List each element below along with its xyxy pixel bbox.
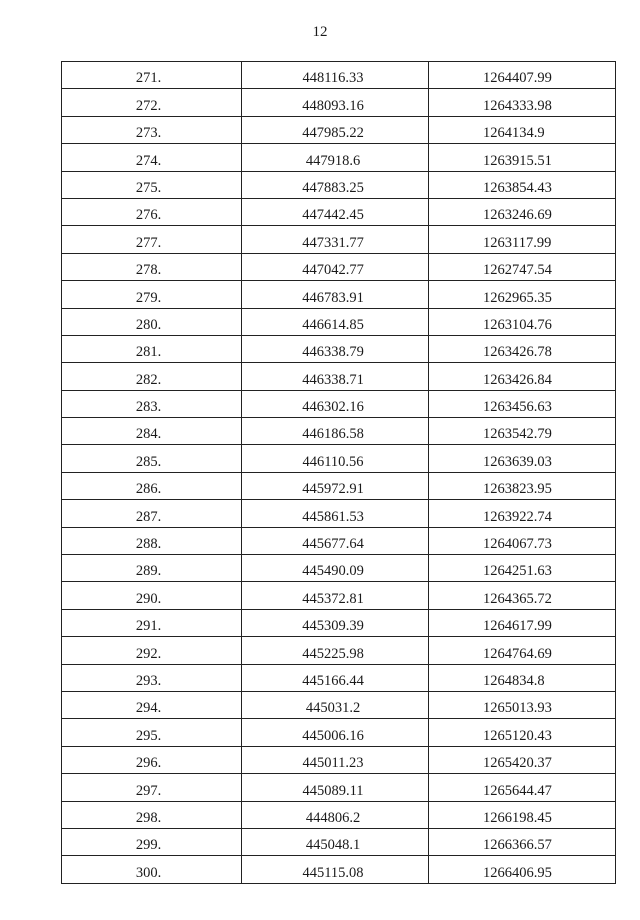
- x-coordinate-cell: 447331.77: [242, 226, 429, 253]
- y-coordinate-cell: 1262747.54: [429, 253, 616, 280]
- point-number-cell: 288.: [62, 527, 242, 554]
- point-number-cell: 275.: [62, 171, 242, 198]
- point-number-cell: 291.: [62, 609, 242, 636]
- point-number-cell: 278.: [62, 253, 242, 280]
- table-row: [62, 801, 616, 828]
- x-coordinate-cell: 447918.6: [242, 144, 429, 171]
- y-coordinate-cell: 1263104.76: [429, 308, 616, 335]
- table-row: [62, 198, 616, 225]
- y-coordinate-cell: 1266198.45: [429, 801, 616, 828]
- point-number-cell: 289.: [62, 555, 242, 582]
- x-coordinate-cell: 445372.81: [242, 582, 429, 609]
- x-coordinate-cell: 446338.79: [242, 335, 429, 362]
- y-coordinate-cell: 1265013.93: [429, 691, 616, 718]
- table-row: [62, 774, 616, 801]
- x-coordinate-cell: 445166.44: [242, 664, 429, 691]
- point-number-cell: 292.: [62, 637, 242, 664]
- y-coordinate-cell: 1264834.8: [429, 664, 616, 691]
- point-number-cell: 287.: [62, 500, 242, 527]
- point-number-cell: 273.: [62, 116, 242, 143]
- table-row: [62, 335, 616, 362]
- y-coordinate-cell: 1264407.99: [429, 62, 616, 89]
- table-row: [62, 363, 616, 390]
- x-coordinate-cell: 448116.33: [242, 62, 429, 89]
- x-coordinate-cell: 445225.98: [242, 637, 429, 664]
- x-coordinate-cell: 445861.53: [242, 500, 429, 527]
- point-number-cell: 299.: [62, 828, 242, 855]
- table-row: [62, 89, 616, 116]
- x-coordinate-cell: 446614.85: [242, 308, 429, 335]
- x-coordinate-cell: 445115.08: [242, 856, 429, 883]
- point-number-cell: 298.: [62, 801, 242, 828]
- x-coordinate-cell: 447985.22: [242, 116, 429, 143]
- x-coordinate-cell: 446186.58: [242, 418, 429, 445]
- y-coordinate-cell: 1264067.73: [429, 527, 616, 554]
- table-row: [62, 116, 616, 143]
- y-coordinate-cell: 1266406.95: [429, 856, 616, 883]
- point-number-cell: 300.: [62, 856, 242, 883]
- y-coordinate-cell: 1263117.99: [429, 226, 616, 253]
- x-coordinate-cell: 445006.16: [242, 719, 429, 746]
- table-row: [62, 691, 616, 718]
- x-coordinate-cell: 447042.77: [242, 253, 429, 280]
- point-number-cell: 279.: [62, 281, 242, 308]
- point-number-cell: 295.: [62, 719, 242, 746]
- x-coordinate-cell: 445031.2: [242, 691, 429, 718]
- x-coordinate-cell: 447442.45: [242, 198, 429, 225]
- table-row: [62, 500, 616, 527]
- y-coordinate-cell: 1264333.98: [429, 89, 616, 116]
- y-coordinate-cell: 1264251.63: [429, 555, 616, 582]
- table-row: [62, 472, 616, 499]
- y-coordinate-cell: 1263456.63: [429, 390, 616, 417]
- y-coordinate-cell: 1262965.35: [429, 281, 616, 308]
- y-coordinate-cell: 1265120.43: [429, 719, 616, 746]
- point-number-cell: 274.: [62, 144, 242, 171]
- point-number-cell: 283.: [62, 390, 242, 417]
- x-coordinate-cell: 446338.71: [242, 363, 429, 390]
- point-number-cell: 297.: [62, 774, 242, 801]
- table-row: [62, 418, 616, 445]
- x-coordinate-cell: 445677.64: [242, 527, 429, 554]
- point-number-cell: 296.: [62, 746, 242, 773]
- table-body: [62, 62, 616, 884]
- point-number-cell: 272.: [62, 89, 242, 116]
- point-number-cell: 290.: [62, 582, 242, 609]
- y-coordinate-cell: 1263639.03: [429, 445, 616, 472]
- table-row: [62, 746, 616, 773]
- table-row: [62, 390, 616, 417]
- x-coordinate-cell: 448093.16: [242, 89, 429, 116]
- point-number-cell: 281.: [62, 335, 242, 362]
- y-coordinate-cell: 1264365.72: [429, 582, 616, 609]
- point-number-cell: 293.: [62, 664, 242, 691]
- point-number-cell: 285.: [62, 445, 242, 472]
- y-coordinate-cell: 1264764.69: [429, 637, 616, 664]
- table-row: [62, 555, 616, 582]
- table-row: [62, 527, 616, 554]
- point-number-cell: 277.: [62, 226, 242, 253]
- table-row: [62, 144, 616, 171]
- y-coordinate-cell: 1263426.78: [429, 335, 616, 362]
- table-row: [62, 253, 616, 280]
- x-coordinate-cell: 447883.25: [242, 171, 429, 198]
- table-row: [62, 308, 616, 335]
- x-coordinate-cell: 445972.91: [242, 472, 429, 499]
- y-coordinate-cell: 1263426.84: [429, 363, 616, 390]
- y-coordinate-cell: 1265420.37: [429, 746, 616, 773]
- table-row: [62, 582, 616, 609]
- table-row: [62, 637, 616, 664]
- y-coordinate-cell: 1263823.95: [429, 472, 616, 499]
- x-coordinate-cell: 446783.91: [242, 281, 429, 308]
- x-coordinate-cell: 445011.23: [242, 746, 429, 773]
- x-coordinate-cell: 446110.56: [242, 445, 429, 472]
- point-number-cell: 271.: [62, 62, 242, 89]
- table-row: [62, 62, 616, 89]
- x-coordinate-cell: 444806.2: [242, 801, 429, 828]
- y-coordinate-cell: 1265644.47: [429, 774, 616, 801]
- table-row: [62, 609, 616, 636]
- x-coordinate-cell: 446302.16: [242, 390, 429, 417]
- y-coordinate-cell: 1264617.99: [429, 609, 616, 636]
- table-row: [62, 281, 616, 308]
- x-coordinate-cell: 445490.09: [242, 555, 429, 582]
- point-number-cell: 294.: [62, 691, 242, 718]
- coordinates-table: [61, 61, 616, 884]
- point-number-cell: 284.: [62, 418, 242, 445]
- table-row: [62, 226, 616, 253]
- table-row: [62, 856, 616, 883]
- point-number-cell: 286.: [62, 472, 242, 499]
- point-number-cell: 276.: [62, 198, 242, 225]
- y-coordinate-cell: 1263854.43: [429, 171, 616, 198]
- y-coordinate-cell: 1263542.79: [429, 418, 616, 445]
- table-row: [62, 719, 616, 746]
- page-number: 12: [312, 24, 328, 40]
- table-row: [62, 828, 616, 855]
- table-row: [62, 445, 616, 472]
- x-coordinate-cell: 445089.11: [242, 774, 429, 801]
- x-coordinate-cell: 445048.1: [242, 828, 429, 855]
- y-coordinate-cell: 1263915.51: [429, 144, 616, 171]
- y-coordinate-cell: 1266366.57: [429, 828, 616, 855]
- table-row: [62, 171, 616, 198]
- point-number-cell: 282.: [62, 363, 242, 390]
- table-row: [62, 664, 616, 691]
- point-number-cell: 280.: [62, 308, 242, 335]
- y-coordinate-cell: 1263246.69: [429, 198, 616, 225]
- y-coordinate-cell: 1264134.9: [429, 116, 616, 143]
- y-coordinate-cell: 1263922.74: [429, 500, 616, 527]
- x-coordinate-cell: 445309.39: [242, 609, 429, 636]
